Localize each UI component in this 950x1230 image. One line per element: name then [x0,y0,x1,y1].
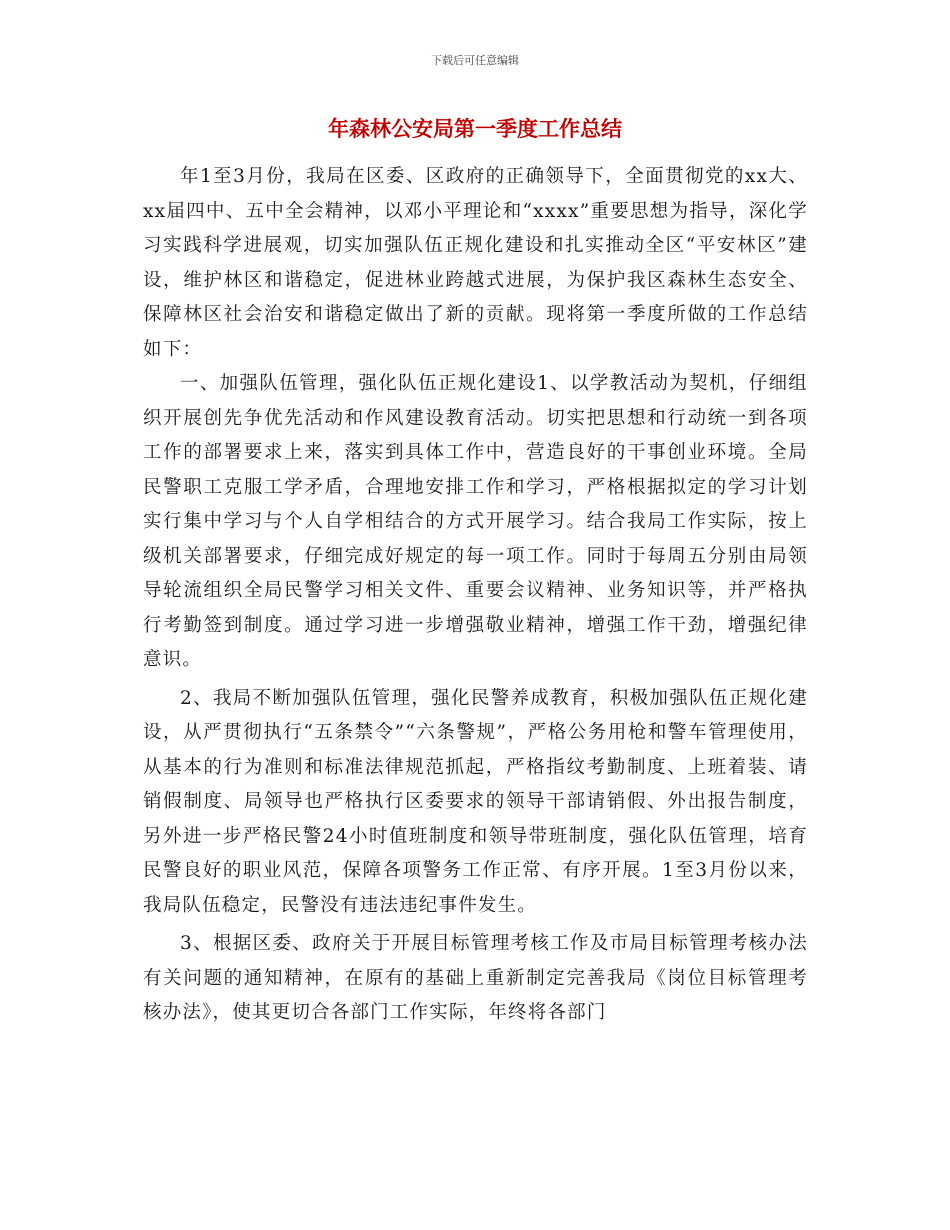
header-note: 下载后可任意编辑 [431,54,519,67]
paragraph-item-3: 3、根据区委、政府关于开展目标管理考核工作及市局目标管理考核办法有关问题的通知精神，在原有的基础上重新制定完善我局《岗位目标管理考核办法》，使其更切合各部门工作实际，年终将各部门 [143,933,808,1023]
document-title: 年森林公安局第一季度工作总结 [328,117,622,141]
document-body [143,160,808,1031]
paragraph-section-1: 一、加强队伍管理，强化队伍正规化建设1、以学教活动为契机，仔细组织开展创先争优先活动和作风建设教育活动。切实把思想和行动统一到各项工作的部署要求上来，落实到具体工作中，营造良好的干事创业环境。全局民警职工克服工学矛盾，合理地安排工作和学习，严格根据拟定的学习计划实行集中学习与个人自学相结合的方式开展学习。结合我局工作实际，按上级机关部署要求，仔细完成好规定的每一项工作。同时于每周五分别由局领导轮流组织全局民警学习相关文件、重要会议精神、业务知识等，并严格执行考勤签到制度。通过学习进一步增强敬业精神，增强工作干劲，增强纪律意识。 [143,373,808,670]
paragraph-item-2: 2、我局不断加强队伍管理，强化民警养成教育，积极加强队伍正规化建设，从严贯彻执行“五条禁令”“六条警规”，严格公务用枪和警车管理使用，从基本的行为准则和标准法律规范抓起，严格指纹考勤制度、上班着装、请销假制度、局领导也严格执行区委要求的领导干部请销假、外出报告制度，另外进一步严格民警24小时值班制度和领导带班制度，强化队伍管理，培育民警良好的职业风范，保障各项警务工作正常、有序开展。1至3月份以来，我局队伍稳定，民警没有违法违纪事件发生。 [143,687,808,916]
paragraph-intro: 年1至3月份，我局在区委、区政府的正确领导下，全面贯彻党的xx大、xx届四中、五中全会精神，以邓小平理论和“xxxx”重要思想为指导，深化学习实践科学进展观，切实加强队伍正规化建设和扎实推动全区“平安林区”建设，维护林区和谐稳定，促进林业跨越式进展，为保护我区森林生态安全、保障林区社会治安和谐稳定做出了新的贡献。现将第一季度所做的工作总结如下： [143,166,808,360]
